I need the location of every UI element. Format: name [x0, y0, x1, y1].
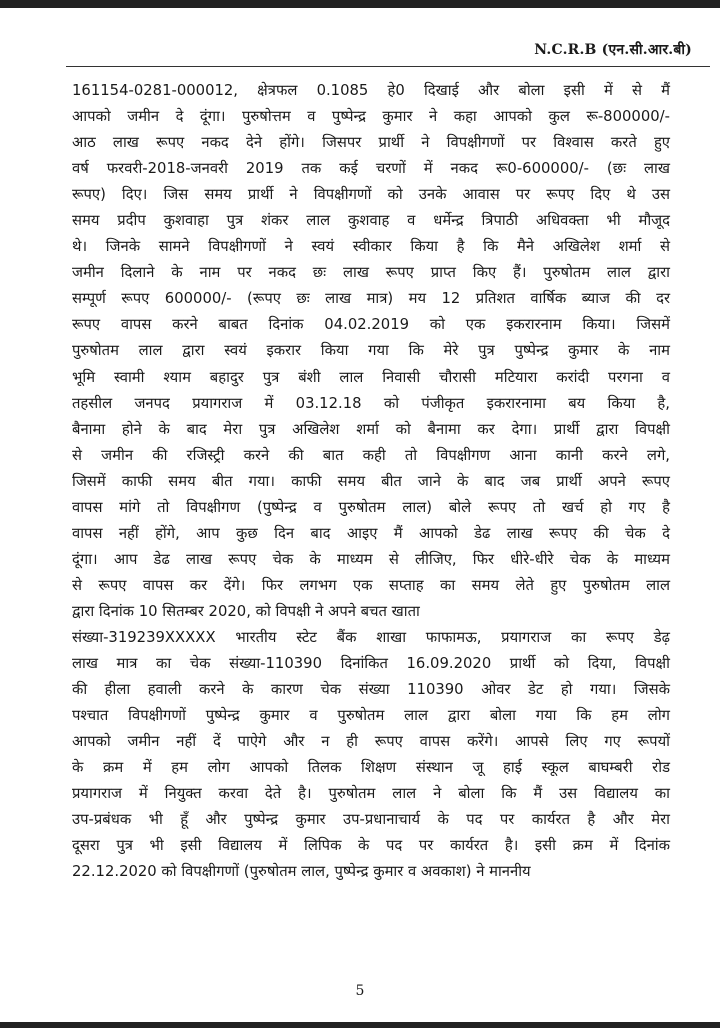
text-line: के क्रम में हम लोग आपको तिलक शिक्षण संस्थान जू हाई स्कूल बाघम्बरी रोड — [72, 759, 670, 777]
bottom-border — [0, 1022, 720, 1028]
text-line: समय प्रदीप कुशवाहा पुत्र शंकर लाल कुशवाह व धर्मेन्द्र त्रिपाठी अधिवक्ता भी मौजूद — [72, 212, 670, 230]
text-line: आठ लाख रूपए नकद देने होंगे। जिसपर प्रार्थी ने विपक्षीगणों पर विश्वास करते हुए — [72, 134, 670, 152]
text-line: 161154-0281-000012, क्षेत्रफल 0.1085 हे0 दिखाई और बोला इसी में से मैं — [72, 82, 670, 99]
text-line: तहसील जनपद प्रयागराज में 03.12.18 को पंजीकृत इकरारनामा बय किया है, — [72, 394, 670, 412]
text-line: संख्या-319239XXXXX भारतीय स्टेट बैंक शाखा फाफामऊ, प्रयागराज का रूपए डेढ़ — [72, 628, 670, 646]
text-line: वापस नहीं होंगे, आप कुछ दिन बाद आइए मैं आपको डेढ लाख रूपए की चेक दे — [72, 524, 670, 542]
text-line: पश्चात विपक्षीगणों पुष्पेन्द्र कुमार व पुरुषोतम लाल द्वारा बोला गया कि हम लोग — [72, 707, 670, 725]
text-line: 22.12.2020 को विपक्षीगणों (पुरुषोतम लाल, पुष्पेन्द्र कुमार व अवकाश) ने माननीय — [72, 863, 531, 881]
text-line: वर्ष फरवरी-2018-जनवरी 2019 तक कई चरणों में नकद रू0-600000/- (छः लाख — [72, 160, 670, 178]
page-header: N.C.R.B (एन.सी.आर.बी) — [534, 42, 692, 58]
page-number: 5 — [355, 983, 365, 999]
text-line: दूसरा पुत्र भी इसी विद्यालय में लिपिक के पद पर कार्यरत है। इसी क्रम में दिनांक — [72, 837, 670, 855]
text-line: से रूपए वापस कर देंगे। फिर लगभग एक सप्ताह का समय लेते हुए पुरुषोतम लाल — [72, 576, 670, 594]
text-line: रूपए वापस करने बाबत दिनांक 04.02.2019 को एक इकरारनाम किया। जिसमें — [72, 316, 670, 334]
text-line: सम्पूर्ण रूपए 600000/- (रूपए छः लाख मात्र) मय 12 प्रतिशत वार्षिक ब्याज की दर — [72, 290, 670, 308]
top-border — [0, 0, 720, 8]
text-line: दूंगा। आप डेढ लाख रूपए चेक के माध्यम से लीजिए, फिर धीरे-धीरे चेक के माध्यम — [72, 550, 670, 568]
text-line: बैनामा होने के बाद मेरा पुत्र अखिलेश शर्मा को बैनामा कर देगा। प्रार्थी द्वारा विपक्षी — [72, 420, 670, 438]
text-line: लाख मात्र का चेक संख्या-110390 दिनांकित 16.09.2020 प्रार्थी को दिया, विपक्षी — [72, 655, 670, 673]
text-line: थे। जिनके सामने विपक्षीगणों ने स्वयं स्वीकार किया है कि मैने अखिलेश शर्मा से — [72, 238, 670, 256]
text-line: की हीला हवाली करने के कारण चेक संख्या 110390 ओवर डेट हो गया। जिसके — [72, 681, 670, 699]
text-line: प्रयागराज में नियुक्त करवा देते है। पुरुषोतम लाल ने बोला कि मैं उस विद्यालय का — [72, 785, 670, 803]
text-line: से जमीन की रजिस्ट्री करने की बात कही तो विपक्षीगण आना कानी करने लगे, — [72, 446, 670, 464]
text-line: उप-प्रबंधक भी हूँ और पुष्पेन्द्र कुमार उप-प्रधानाचार्य के पद पर कार्यरत है और मेरा — [72, 811, 670, 829]
text-line: द्वारा दिनांक 10 सितम्बर 2020, को विपक्षी ने अपने बचत खाता — [72, 602, 420, 620]
text-line: रूपए) दिए। जिस समय प्रार्थी ने विपक्षीगणों को उनके आवास पर रूपए दिए थे उस — [72, 186, 670, 204]
text-line: वापस मांगे तो विपक्षीगण (पुष्पेन्द्र व पुरुषोतम लाल) बोले रूपए तो खर्च हो गए है — [72, 498, 670, 516]
text-line: भूमि स्वामी श्याम बहादुर पुत्र बंशी लाल निवासी चौरासी मटियारा करांदी परगना व — [72, 368, 670, 386]
text-line: आपको जमीन नहीं दें पाऐगे और न ही रूपए वापस करेंगे। आपसे लिए गए रूपयों — [72, 733, 670, 751]
text-line: जमीन दिलाने के नाम पर नकद छः लाख रूपए प्राप्त किए हैं। पुरुषोतम लाल द्वारा — [72, 264, 670, 282]
text-line: आपको जमीन दे दूंगा। पुरुषोत्तम व पुष्पेन्द्र कुमार ने कहा आपको कुल रू-800000/- — [72, 108, 670, 126]
text-line: पुरुषोतम लाल द्वारा स्वयं इकरार किया गया कि मेरे पुत्र पुष्पेन्द्र कुमार के नाम — [72, 342, 670, 360]
text-line: जिसमें काफी समय बीत गया। काफी समय बीत जाने के बाद जब प्रार्थी अपने रूपए — [72, 472, 670, 490]
document-body — [72, 78, 670, 885]
header-rule — [66, 66, 710, 67]
